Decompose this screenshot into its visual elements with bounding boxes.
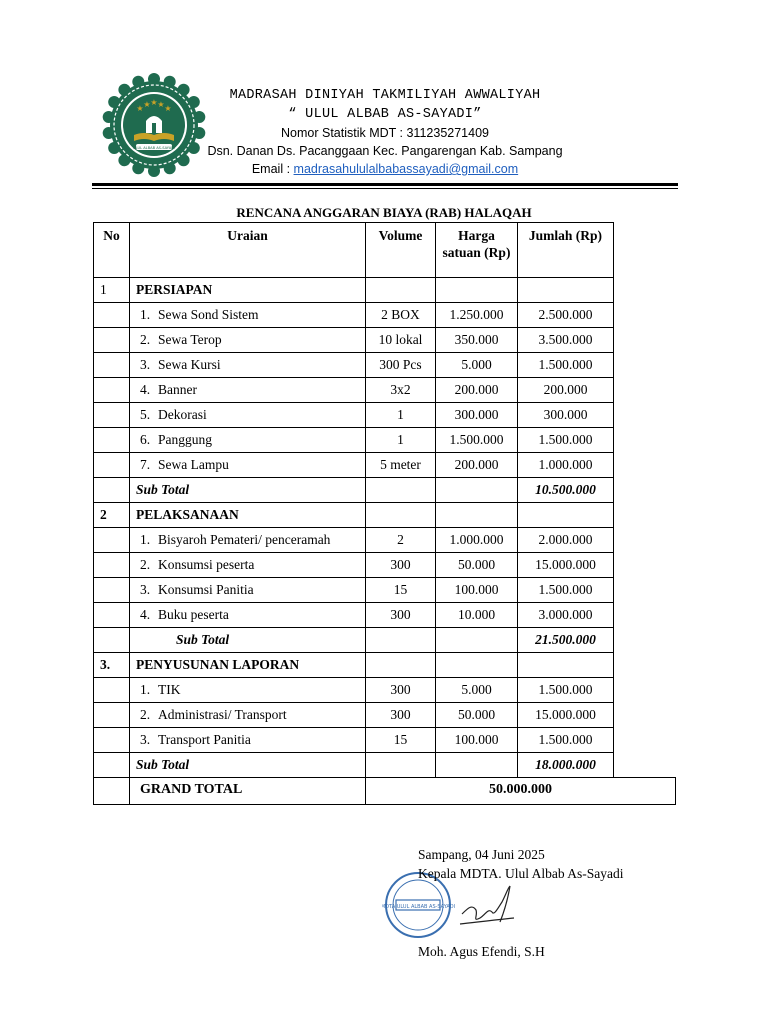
item-uraian: Konsumsi Panitia bbox=[158, 582, 254, 597]
item-harga: 5.000 bbox=[436, 678, 518, 703]
item-number: 3. bbox=[140, 582, 151, 597]
svg-text:★: ★ bbox=[164, 104, 172, 113]
item-harga: 5.000 bbox=[436, 353, 518, 378]
statistic-number: Nomor Statistik MDT : 311235271409 bbox=[281, 126, 489, 140]
item-description bbox=[130, 453, 366, 478]
item-harga: 50.000 bbox=[436, 553, 518, 578]
item-uraian: Dekorasi bbox=[158, 407, 207, 422]
item-description bbox=[130, 553, 366, 578]
header-harga: Harga satuan (Rp) bbox=[436, 223, 518, 278]
item-volume: 300 bbox=[366, 603, 436, 628]
signer-position: Kepala MDTA. Ulul Albab As-Sayadi bbox=[418, 866, 624, 881]
item-number: 1. bbox=[140, 682, 151, 697]
grand-total-row bbox=[94, 778, 676, 805]
item-description bbox=[130, 728, 366, 753]
table-row bbox=[94, 328, 676, 353]
item-jumlah: 200.000 bbox=[518, 378, 614, 403]
item-number: 4. bbox=[140, 382, 151, 397]
item-volume: 1 bbox=[366, 428, 436, 453]
item-description bbox=[130, 403, 366, 428]
item-volume: 1 bbox=[366, 403, 436, 428]
item-uraian: Bisyaroh Pemateri/ penceramah bbox=[158, 532, 331, 547]
table-row bbox=[94, 603, 676, 628]
item-jumlah: 1.500.000 bbox=[518, 728, 614, 753]
section-no: 3. bbox=[94, 653, 130, 678]
signature-block bbox=[418, 845, 624, 959]
svg-text:★: ★ bbox=[136, 104, 144, 113]
section-no: 2 bbox=[94, 503, 130, 528]
item-description bbox=[130, 678, 366, 703]
item-uraian: Sewa Kursi bbox=[158, 357, 221, 372]
letterhead-thick-rule bbox=[92, 183, 678, 186]
item-volume: 300 bbox=[366, 703, 436, 728]
item-volume: 300 bbox=[366, 678, 436, 703]
svg-text:★: ★ bbox=[143, 100, 151, 109]
place-date: Sampang, 04 Juni 2025 bbox=[418, 847, 545, 862]
item-harga: 1.500.000 bbox=[436, 428, 518, 453]
item-volume: 15 bbox=[366, 578, 436, 603]
item-number: 1. bbox=[140, 307, 151, 322]
grand-total-label: GRAND TOTAL bbox=[130, 778, 366, 805]
table-row bbox=[94, 403, 676, 428]
institution-name: MADRASAH DINIYAH TAKMILIYAH AWWALIYAH bbox=[229, 88, 541, 103]
item-uraian: Administrasi/ Transport bbox=[158, 707, 287, 722]
item-description bbox=[130, 578, 366, 603]
item-jumlah: 15.000.000 bbox=[518, 703, 614, 728]
table-row bbox=[94, 453, 676, 478]
item-volume: 3x2 bbox=[366, 378, 436, 403]
item-description bbox=[130, 428, 366, 453]
item-description bbox=[130, 378, 366, 403]
item-harga: 300.000 bbox=[436, 403, 518, 428]
item-harga: 100.000 bbox=[436, 728, 518, 753]
table-row bbox=[94, 428, 676, 453]
item-uraian: Sewa Lampu bbox=[158, 457, 229, 472]
item-description bbox=[130, 353, 366, 378]
item-number: 3. bbox=[140, 357, 151, 372]
item-jumlah: 15.000.000 bbox=[518, 553, 614, 578]
item-harga: 100.000 bbox=[436, 578, 518, 603]
subtotal-value: 10.500.000 bbox=[518, 478, 614, 503]
item-harga: 200.000 bbox=[436, 378, 518, 403]
institution-subname: “ ULUL ALBAB AS-SAYADI” bbox=[288, 107, 482, 122]
table-row bbox=[94, 553, 676, 578]
table-row bbox=[94, 353, 676, 378]
letterhead bbox=[205, 86, 565, 178]
item-uraian: Sewa Sond Sistem bbox=[158, 307, 259, 322]
address: Dsn. Danan Ds. Pacanggaan Kec. Pangarengan Kab. Sampang bbox=[207, 144, 563, 158]
subtotal-label: Sub Total bbox=[130, 478, 366, 503]
table-row bbox=[94, 303, 676, 328]
header-volume: Volume bbox=[366, 223, 436, 278]
item-jumlah: 2.000.000 bbox=[518, 528, 614, 553]
item-volume: 15 bbox=[366, 728, 436, 753]
item-jumlah: 1.500.000 bbox=[518, 678, 614, 703]
subtotal-row bbox=[94, 478, 676, 503]
item-number: 4. bbox=[140, 607, 151, 622]
item-volume: 5 meter bbox=[366, 453, 436, 478]
subtotal-row bbox=[94, 628, 676, 653]
item-uraian: Sewa Terop bbox=[158, 332, 222, 347]
item-volume: 300 Pcs bbox=[366, 353, 436, 378]
subtotal-label: Sub Total bbox=[130, 628, 366, 653]
subtotal-label: Sub Total bbox=[130, 753, 366, 778]
item-description bbox=[130, 328, 366, 353]
item-number: 5. bbox=[140, 407, 151, 422]
item-number: 1. bbox=[140, 532, 151, 547]
signer-name: Moh. Agus Efendi, S.H bbox=[418, 944, 545, 959]
table-row bbox=[94, 703, 676, 728]
item-harga: 350.000 bbox=[436, 328, 518, 353]
handwritten-signature-icon bbox=[458, 878, 518, 938]
item-number: 3. bbox=[140, 732, 151, 747]
table-body bbox=[94, 278, 676, 778]
section-row bbox=[94, 278, 676, 303]
header-no: No bbox=[94, 223, 130, 278]
section-row bbox=[94, 503, 676, 528]
table-row bbox=[94, 678, 676, 703]
letterhead-thin-rule bbox=[92, 188, 678, 189]
section-name: PENYUSUNAN LAPORAN bbox=[130, 653, 366, 678]
table-row bbox=[94, 378, 676, 403]
item-jumlah: 1.500.000 bbox=[518, 578, 614, 603]
header-jumlah: Jumlah (Rp) bbox=[518, 223, 614, 278]
item-jumlah: 3.500.000 bbox=[518, 328, 614, 353]
item-volume: 2 BOX bbox=[366, 303, 436, 328]
item-uraian: Transport Panitia bbox=[158, 732, 251, 747]
item-number: 7. bbox=[140, 457, 151, 472]
email-label: Email : bbox=[251, 162, 294, 176]
item-uraian: TIK bbox=[158, 682, 181, 697]
item-jumlah: 1.500.000 bbox=[518, 428, 614, 453]
svg-text:ULUL ALBAB AS-SAYADI: ULUL ALBAB AS-SAYADI bbox=[133, 146, 175, 150]
section-name: PELAKSANAAN bbox=[130, 503, 366, 528]
table-row bbox=[94, 578, 676, 603]
item-jumlah: 1.000.000 bbox=[518, 453, 614, 478]
item-harga: 1.250.000 bbox=[436, 303, 518, 328]
item-jumlah: 1.500.000 bbox=[518, 353, 614, 378]
section-name: PERSIAPAN bbox=[130, 278, 366, 303]
table-header-row bbox=[94, 223, 676, 278]
item-harga: 10.000 bbox=[436, 603, 518, 628]
subtotal-row bbox=[94, 753, 676, 778]
item-jumlah: 300.000 bbox=[518, 403, 614, 428]
item-number: 6. bbox=[140, 432, 151, 447]
item-description bbox=[130, 603, 366, 628]
item-description bbox=[130, 303, 366, 328]
item-number: 2. bbox=[140, 557, 151, 572]
email-link[interactable]: madrasahululalbabassayadi@gmail.com bbox=[293, 162, 519, 176]
item-volume: 300 bbox=[366, 553, 436, 578]
subtotal-value: 18.000.000 bbox=[518, 753, 614, 778]
item-uraian: Banner bbox=[158, 382, 197, 397]
item-harga: 200.000 bbox=[436, 453, 518, 478]
item-uraian: Panggung bbox=[158, 432, 212, 447]
svg-text:★: ★ bbox=[157, 100, 165, 109]
budget-table bbox=[93, 222, 676, 805]
svg-text:★: ★ bbox=[150, 98, 158, 107]
item-number: 2. bbox=[140, 707, 151, 722]
svg-text:MDTA ULUL ALBAB AS-SAYADI: MDTA ULUL ALBAB AS-SAYADI bbox=[382, 904, 456, 910]
item-harga: 1.000.000 bbox=[436, 528, 518, 553]
table-row bbox=[94, 728, 676, 753]
section-no: 1 bbox=[94, 278, 130, 303]
grand-total-value: 50.000.000 bbox=[366, 778, 676, 805]
document-title: RENCANA ANGGARAN BIAYA (RAB) HALAQAH bbox=[236, 205, 532, 220]
header-uraian: Uraian bbox=[130, 223, 366, 278]
item-number: 2. bbox=[140, 332, 151, 347]
item-description bbox=[130, 528, 366, 553]
section-row bbox=[94, 653, 676, 678]
item-volume: 2 bbox=[366, 528, 436, 553]
item-jumlah: 2.500.000 bbox=[518, 303, 614, 328]
subtotal-value: 21.500.000 bbox=[518, 628, 614, 653]
item-uraian: Buku peserta bbox=[158, 607, 229, 622]
email-line bbox=[205, 160, 565, 178]
item-description bbox=[130, 703, 366, 728]
madrasah-emblem-icon bbox=[95, 70, 213, 180]
item-harga: 50.000 bbox=[436, 703, 518, 728]
item-uraian: Konsumsi peserta bbox=[158, 557, 255, 572]
item-volume: 10 lokal bbox=[366, 328, 436, 353]
table-row bbox=[94, 528, 676, 553]
item-jumlah: 3.000.000 bbox=[518, 603, 614, 628]
